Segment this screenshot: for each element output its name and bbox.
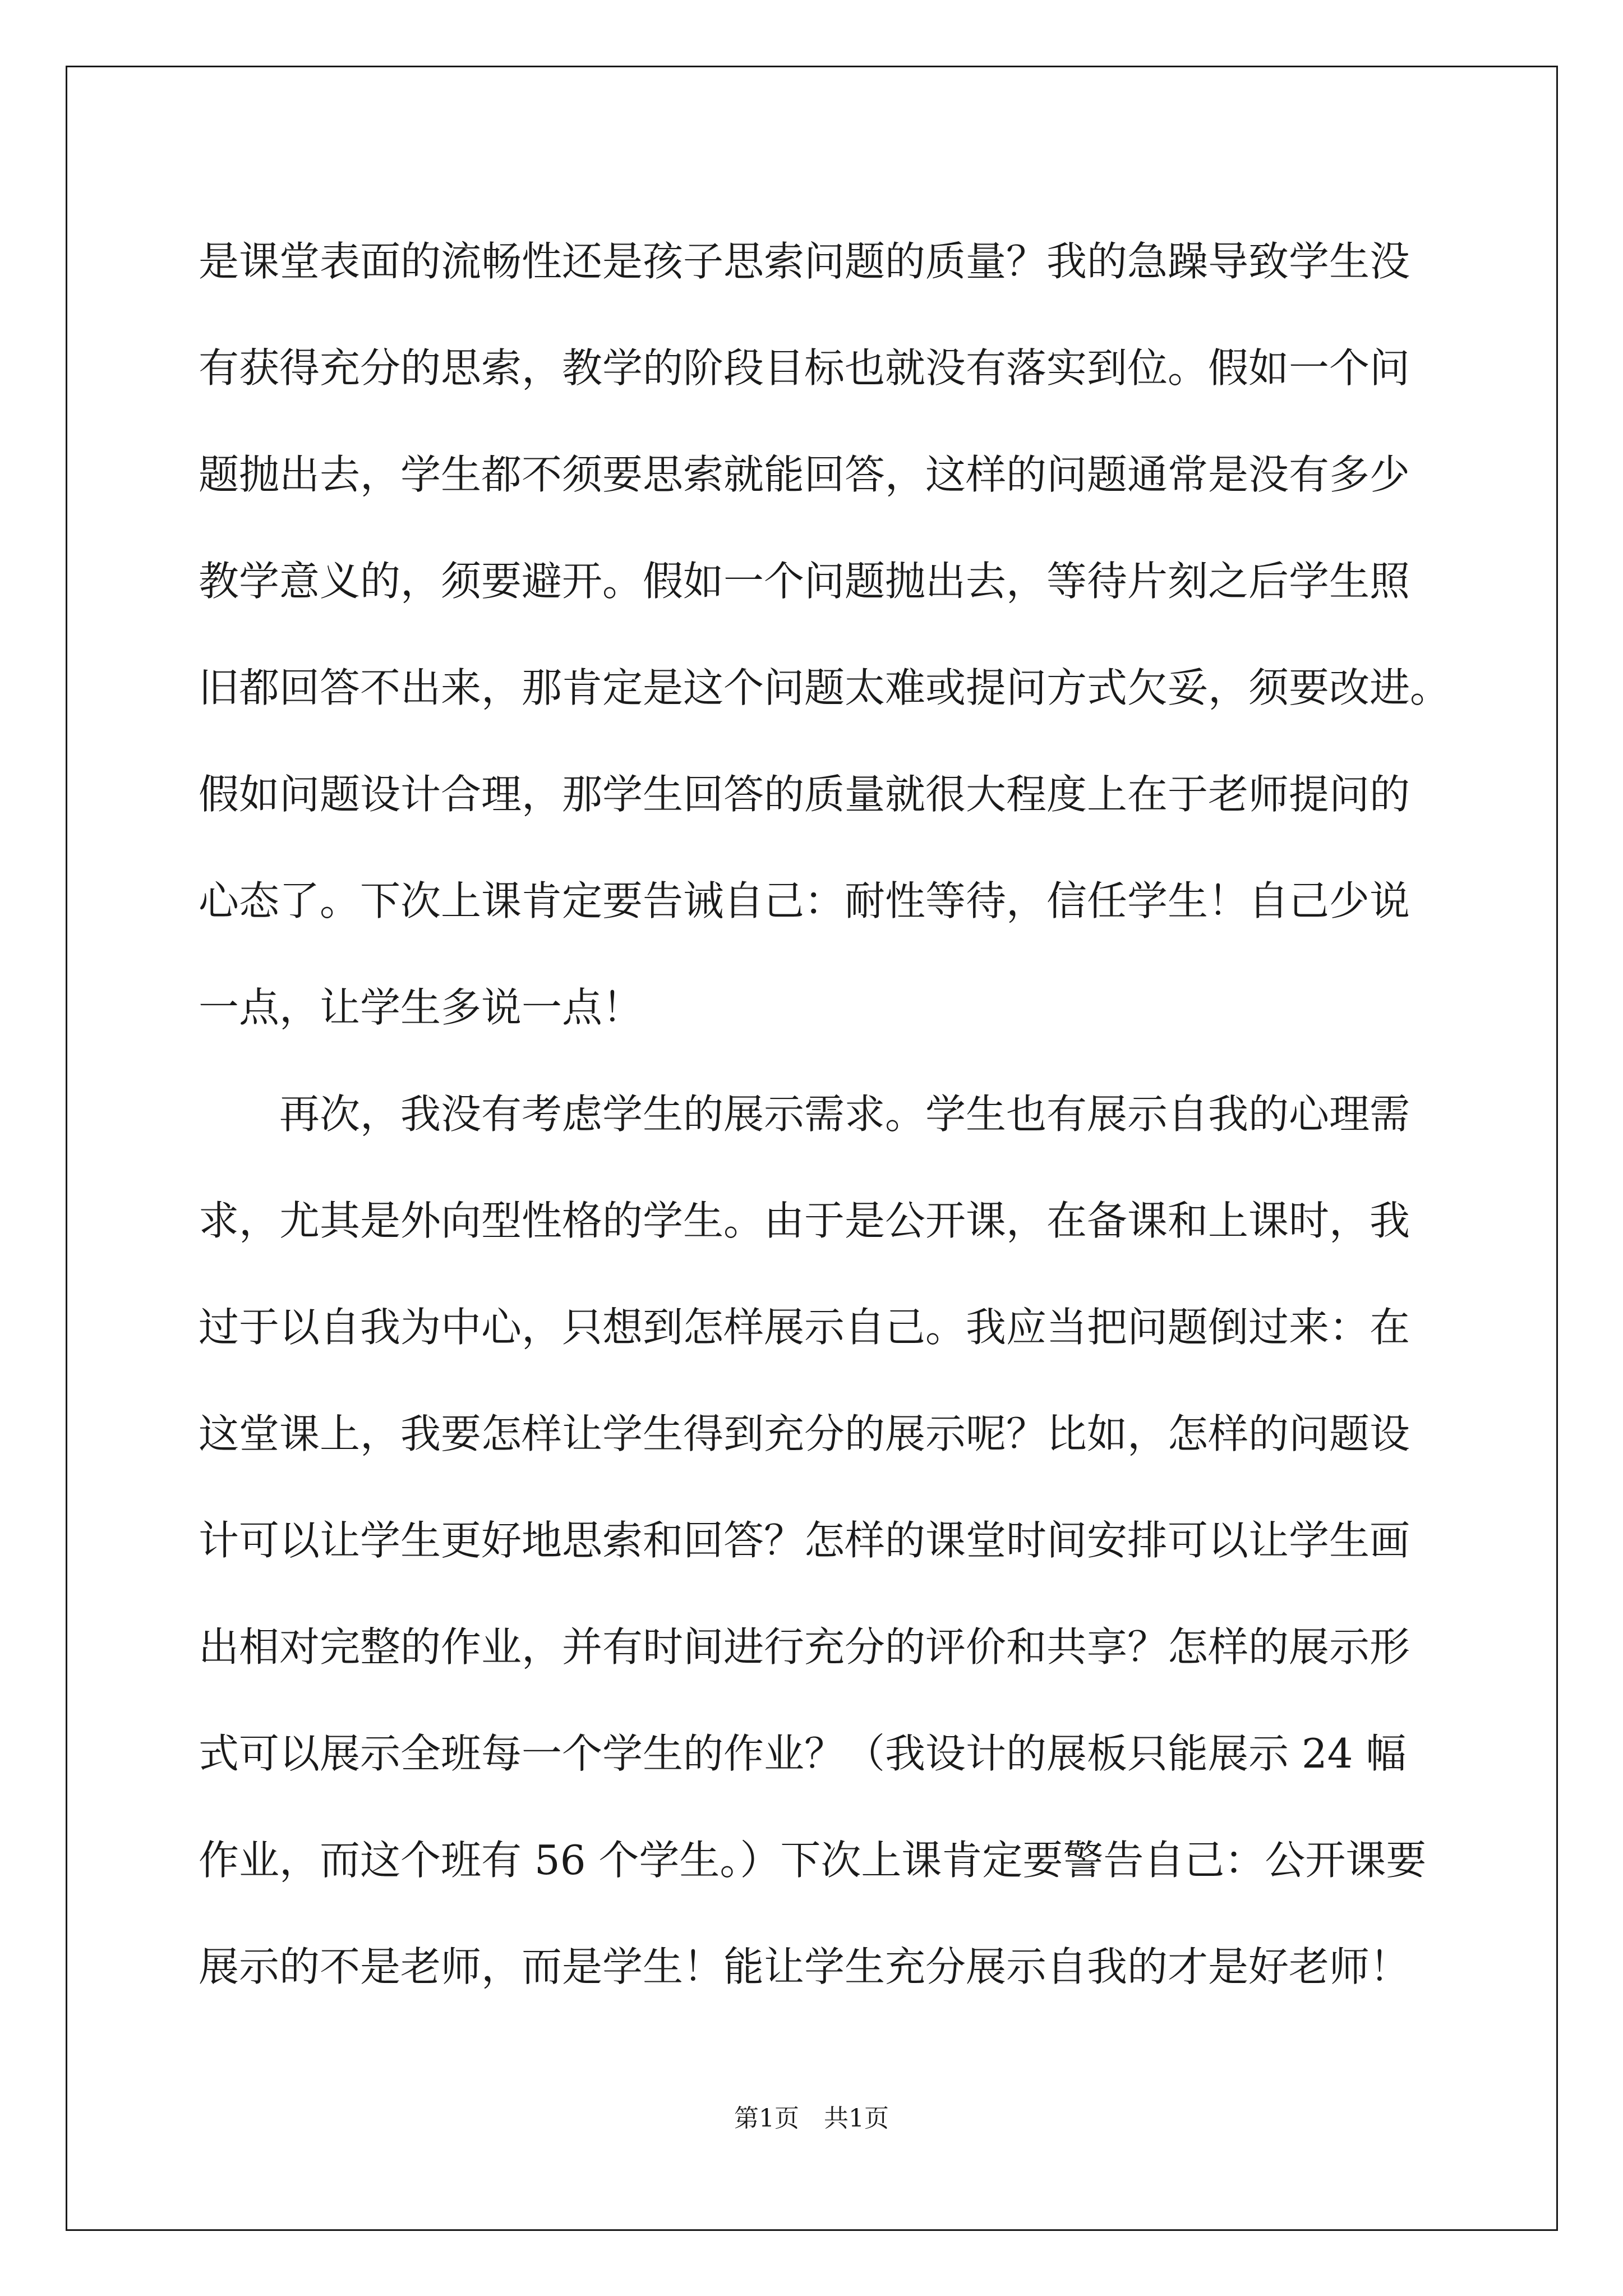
text-line: 教学意义的，须要避开。假如一个问题抛出去，等待片刻之后学生照 bbox=[199, 558, 1410, 605]
page-total: 共1页 bbox=[824, 2104, 889, 2133]
text-line: 作业，而这个班有 56 个学生。）下次上课肯定要警告自己：公开课要 bbox=[199, 1837, 1427, 1884]
text-line: 这堂课上，我要怎样让学生得到充分的展示呢？比如，怎样的问题设 bbox=[199, 1410, 1410, 1457]
text-line: 假如问题设计合理，那学生回答的质量就很大程度上在于老师提问的 bbox=[199, 771, 1410, 818]
page-number: 第1页 bbox=[734, 2104, 799, 2133]
document-body bbox=[199, 208, 1451, 2020]
text-line: 一点，让学生多说一点！ bbox=[199, 984, 643, 1031]
text-line: 题抛出去，学生都不须要思索就能回答，这样的问题通常是没有多少 bbox=[199, 451, 1410, 498]
text-line: 再次，我没有考虑学生的展示需求。学生也有展示自我的心理需 bbox=[199, 1091, 1410, 1138]
text-line: 求，尤其是外向型性格的学生。由于是公开课，在备课和上课时，我 bbox=[199, 1197, 1410, 1244]
text-line: 旧都回答不出来，那肯定是这个问题太难或提问方式欠妥，须要改进。 bbox=[199, 664, 1451, 711]
page-footer bbox=[0, 2098, 1623, 2134]
text-line: 计可以让学生更好地思索和回答？怎样的课堂时间安排可以让学生画 bbox=[199, 1517, 1410, 1564]
text-line: 心态了。下次上课肯定要告诫自己：耐性等待，信任学生！自己少说 bbox=[199, 877, 1410, 924]
text-line: 出相对完整的作业，并有时间进行充分的评价和共享？怎样的展示形 bbox=[199, 1623, 1410, 1671]
text-line: 是课堂表面的流畅性还是孩子思索问题的质量？我的急躁导致学生没 bbox=[199, 238, 1410, 285]
text-line: 有获得充分的思索，教学的阶段目标也就没有落实到位。假如一个问 bbox=[199, 344, 1410, 392]
text-line: 展示的不是老师，而是学生！能让学生充分展示自我的才是好老师！ bbox=[199, 1943, 1410, 1990]
text-line: 过于以自我为中心，只想到怎样展示自己。我应当把问题倒过来：在 bbox=[199, 1304, 1410, 1351]
text-line: 式可以展示全班每一个学生的作业？（我设计的展板只能展示 24 幅 bbox=[199, 1730, 1407, 1777]
